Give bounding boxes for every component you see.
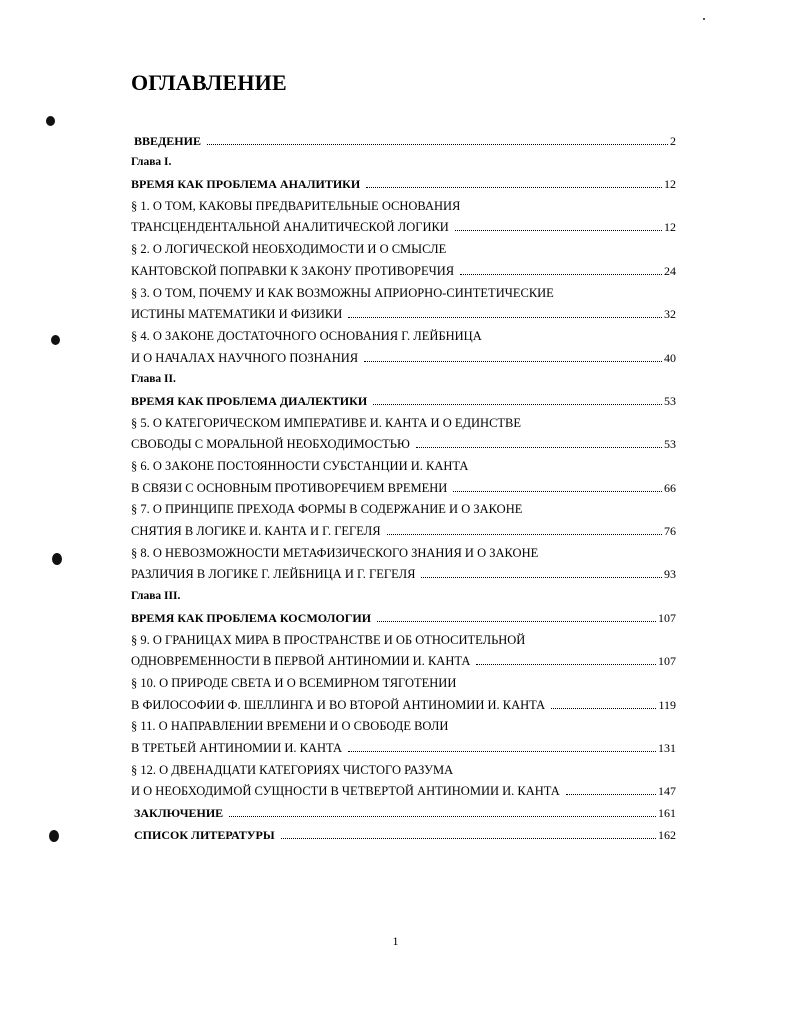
dot-leader	[377, 620, 656, 622]
toc-page-number: 53	[664, 437, 676, 452]
dot-leader	[364, 360, 662, 362]
dot-leader	[281, 837, 656, 839]
toc-entry-title: В ТРЕТЬЕЙ АНТИНОМИИ И. КАНТА	[131, 740, 343, 755]
dot-leader	[421, 576, 662, 578]
toc-entry-title: КАНТОВСКОЙ ПОПРАВКИ К ЗАКОНУ ПРОТИВОРЕЧИЯ	[131, 263, 455, 278]
toc-entry-title: Глава II.	[131, 373, 176, 386]
toc-entry-title: § 10. О ПРИРОДЕ СВЕТА И О ВСЕМИРНОМ ТЯГОТЕНИИ	[131, 675, 457, 690]
toc-entry	[131, 191, 676, 213]
toc-page-number: 119	[658, 697, 676, 712]
toc-page-number: 162	[658, 827, 676, 842]
toc-entry-title: § 11. О НАПРАВЛЕНИИ ВРЕМЕНИ И О СВОБОДЕ ВОЛИ	[131, 719, 449, 734]
dot-leader	[551, 707, 656, 709]
toc-entry-title: § 6. О ЗАКОНЕ ПОСТОЯННОСТИ СУБСТАНЦИИ И. КАНТА	[131, 459, 469, 473]
toc-entry	[131, 495, 676, 517]
toc-entry	[131, 256, 676, 278]
toc-page-number: 2	[670, 133, 676, 148]
toc-entry-title: Глава I.	[131, 156, 172, 169]
toc-page-number: 107	[658, 654, 676, 669]
toc-entry-title: § 8. О НЕВОЗМОЖНОСТИ МЕТАФИЗИЧЕСКОГО ЗНАНИЯ И О ЗАКОНЕ	[131, 545, 539, 560]
dot-leader	[455, 229, 662, 231]
toc-page-number: 32	[664, 307, 676, 322]
dot-leader	[366, 186, 662, 188]
toc-entry-title: § 5. О КАТЕГОРИЧЕСКОМ ИМПЕРАТИВЕ И. КАНТА И О ЕДИНСТВЕ	[131, 415, 522, 430]
toc-entry	[131, 321, 676, 343]
toc-entry-title: РАЗЛИЧИЯ В ЛОГИКЕ Г. ЛЕЙБНИЦА И Г. ГЕГЕЛЯ	[131, 567, 416, 582]
toc-entry-title: И О НЕОБХОДИМОЙ СУЩНОСТИ В ЧЕТВЕРТОЙ АНТИНОМИИ И. КАНТА	[131, 784, 560, 799]
toc-entry-title: ВРЕМЯ КАК ПРОБЛЕМА АНАЛИТИКИ	[131, 177, 361, 192]
toc-entry-title: § 3. О ТОМ, ПОЧЕМУ И КАК ВОЗМОЖНЫ АПРИОРНО-СИНТЕТИЧЕСКИЕ	[131, 285, 554, 300]
toc-entry	[131, 408, 676, 430]
scan-mark	[46, 116, 55, 126]
toc-entry	[131, 560, 676, 582]
toc-entry-title: СВОБОДЫ С МОРАЛЬНОЙ НЕОБХОДИМОСТЬЮ	[131, 437, 410, 452]
scan-mark	[52, 553, 62, 565]
toc-entry-title: ИСТИНЫ МАТЕМАТИКИ И ФИЗИКИ	[131, 307, 343, 322]
toc-entry-title: ВРЕМЯ КАК ПРОБЛЕМА КОСМОЛОГИИ	[131, 610, 372, 625]
toc-chapter-label	[131, 365, 676, 387]
toc-entry	[131, 516, 676, 538]
scan-mark	[51, 335, 60, 345]
toc-page-number: 107	[658, 610, 676, 625]
toc-page-number: 93	[664, 567, 676, 582]
toc-entry-title: СПИСОК ЛИТЕРАТУРЫ	[134, 827, 275, 842]
toc-entry	[131, 213, 676, 235]
toc-entry-title: § 1. О ТОМ, КАКОВЫ ПРЕДВАРИТЕЛЬНЫЕ ОСНОВАНИЯ	[131, 198, 461, 213]
toc-entry-title: Глава III.	[131, 590, 181, 603]
toc-page-number: 76	[664, 524, 676, 539]
dot-leader	[229, 815, 656, 817]
toc-entry-title: § 7. О ПРИНЦИПЕ ПРЕХОДА ФОРМЫ В СОДЕРЖАНИЕ И О ЗАКОНЕ	[131, 502, 523, 517]
dot-leader	[476, 663, 656, 665]
toc-entry	[131, 278, 676, 300]
toc-entry	[131, 430, 676, 452]
dot-leader	[566, 793, 656, 795]
toc-entry	[131, 603, 676, 625]
toc-entry-title: ВРЕМЯ КАК ПРОБЛЕМА ДИАЛЕКТИКИ	[131, 393, 368, 408]
toc-entry-title: § 4. О ЗАКОНЕ ДОСТАТОЧНОГО ОСНОВАНИЯ Г. ЛЕЙБНИЦА	[131, 328, 482, 343]
toc-entry	[131, 733, 676, 755]
toc-entry	[131, 690, 676, 712]
toc-entry	[131, 538, 676, 560]
toc-entry	[131, 126, 676, 148]
toc-page-number: 66	[664, 480, 676, 495]
scan-speck	[703, 18, 705, 20]
toc-entry	[131, 798, 676, 820]
page-number: 1	[392, 934, 399, 948]
toc-page-number: 147	[658, 784, 676, 799]
toc-page-number: 40	[664, 350, 676, 365]
toc-page-number: 161	[658, 806, 676, 820]
toc-entry-title: ЗАКЛЮЧЕНИЕ	[134, 806, 224, 820]
toc-entry-title: И О НАЧАЛАХ НАУЧНОГО ПОЗНАНИЯ	[131, 350, 359, 365]
toc-entry-title: ТРАНСЦЕНДЕНТАЛЬНОЙ АНАЛИТИЧЕСКОЙ ЛОГИКИ	[131, 220, 449, 235]
toc-page-number: 24	[664, 263, 676, 278]
dot-leader	[453, 490, 662, 492]
dot-leader	[373, 403, 662, 405]
toc-entry	[131, 169, 676, 191]
toc-entry	[131, 473, 676, 495]
toc-page-number: 12	[664, 220, 676, 235]
toc-entry	[131, 755, 676, 777]
dot-leader	[348, 316, 662, 318]
toc-entry-title: В СВЯЗИ С ОСНОВНЫМ ПРОТИВОРЕЧИЕМ ВРЕМЕНИ	[131, 480, 448, 495]
toc-entry	[131, 234, 676, 256]
toc-entry-title: ВВЕДЕНИЕ	[134, 133, 201, 148]
toc-entry	[131, 712, 676, 734]
toc-entry	[131, 777, 676, 799]
dot-leader	[207, 143, 668, 145]
toc-entry-title: § 9. О ГРАНИЦАХ МИРА В ПРОСТРАНСТВЕ И ОБ ОТНОСИТЕЛЬНОЙ	[131, 632, 526, 647]
dot-leader	[416, 446, 662, 448]
table-of-contents	[131, 126, 676, 842]
dot-leader	[348, 750, 656, 752]
toc-entry	[131, 343, 676, 365]
dot-leader	[460, 273, 662, 275]
toc-entry-title: § 12. О ДВЕНАДЦАТИ КАТЕГОРИЯХ ЧИСТОГО РАЗУМА	[131, 762, 454, 777]
toc-entry-title: СНЯТИЯ В ЛОГИКЕ И. КАНТА И Г. ГЕГЕЛЯ	[131, 524, 381, 539]
toc-entry	[131, 668, 676, 690]
toc-entry-title: ОДНОВРЕМЕННОСТИ В ПЕРВОЙ АНТИНОМИИ И. КАНТА	[131, 654, 471, 669]
toc-entry	[131, 820, 676, 842]
toc-entry	[131, 300, 676, 322]
toc-page-number: 53	[664, 393, 676, 408]
toc-page-number: 12	[664, 177, 676, 192]
toc-chapter-label	[131, 148, 676, 170]
toc-entry	[131, 386, 676, 408]
scan-mark	[49, 830, 59, 842]
toc-entry	[131, 625, 676, 647]
toc-entry-title: § 2. О ЛОГИЧЕСКОЙ НЕОБХОДИМОСТИ И О СМЫСЛЕ	[131, 242, 447, 257]
toc-chapter-label	[131, 581, 676, 603]
toc-entry	[131, 647, 676, 669]
toc-page-number: 131	[658, 740, 676, 755]
toc-entry-title: В ФИЛОСОФИИ Ф. ШЕЛЛИНГА И ВО ВТОРОЙ АНТИНОМИИ И. КАНТА	[131, 697, 546, 712]
page-title: ОГЛАВЛЕНИЕ	[131, 70, 287, 95]
dot-leader	[387, 533, 662, 535]
toc-entry	[131, 451, 676, 473]
